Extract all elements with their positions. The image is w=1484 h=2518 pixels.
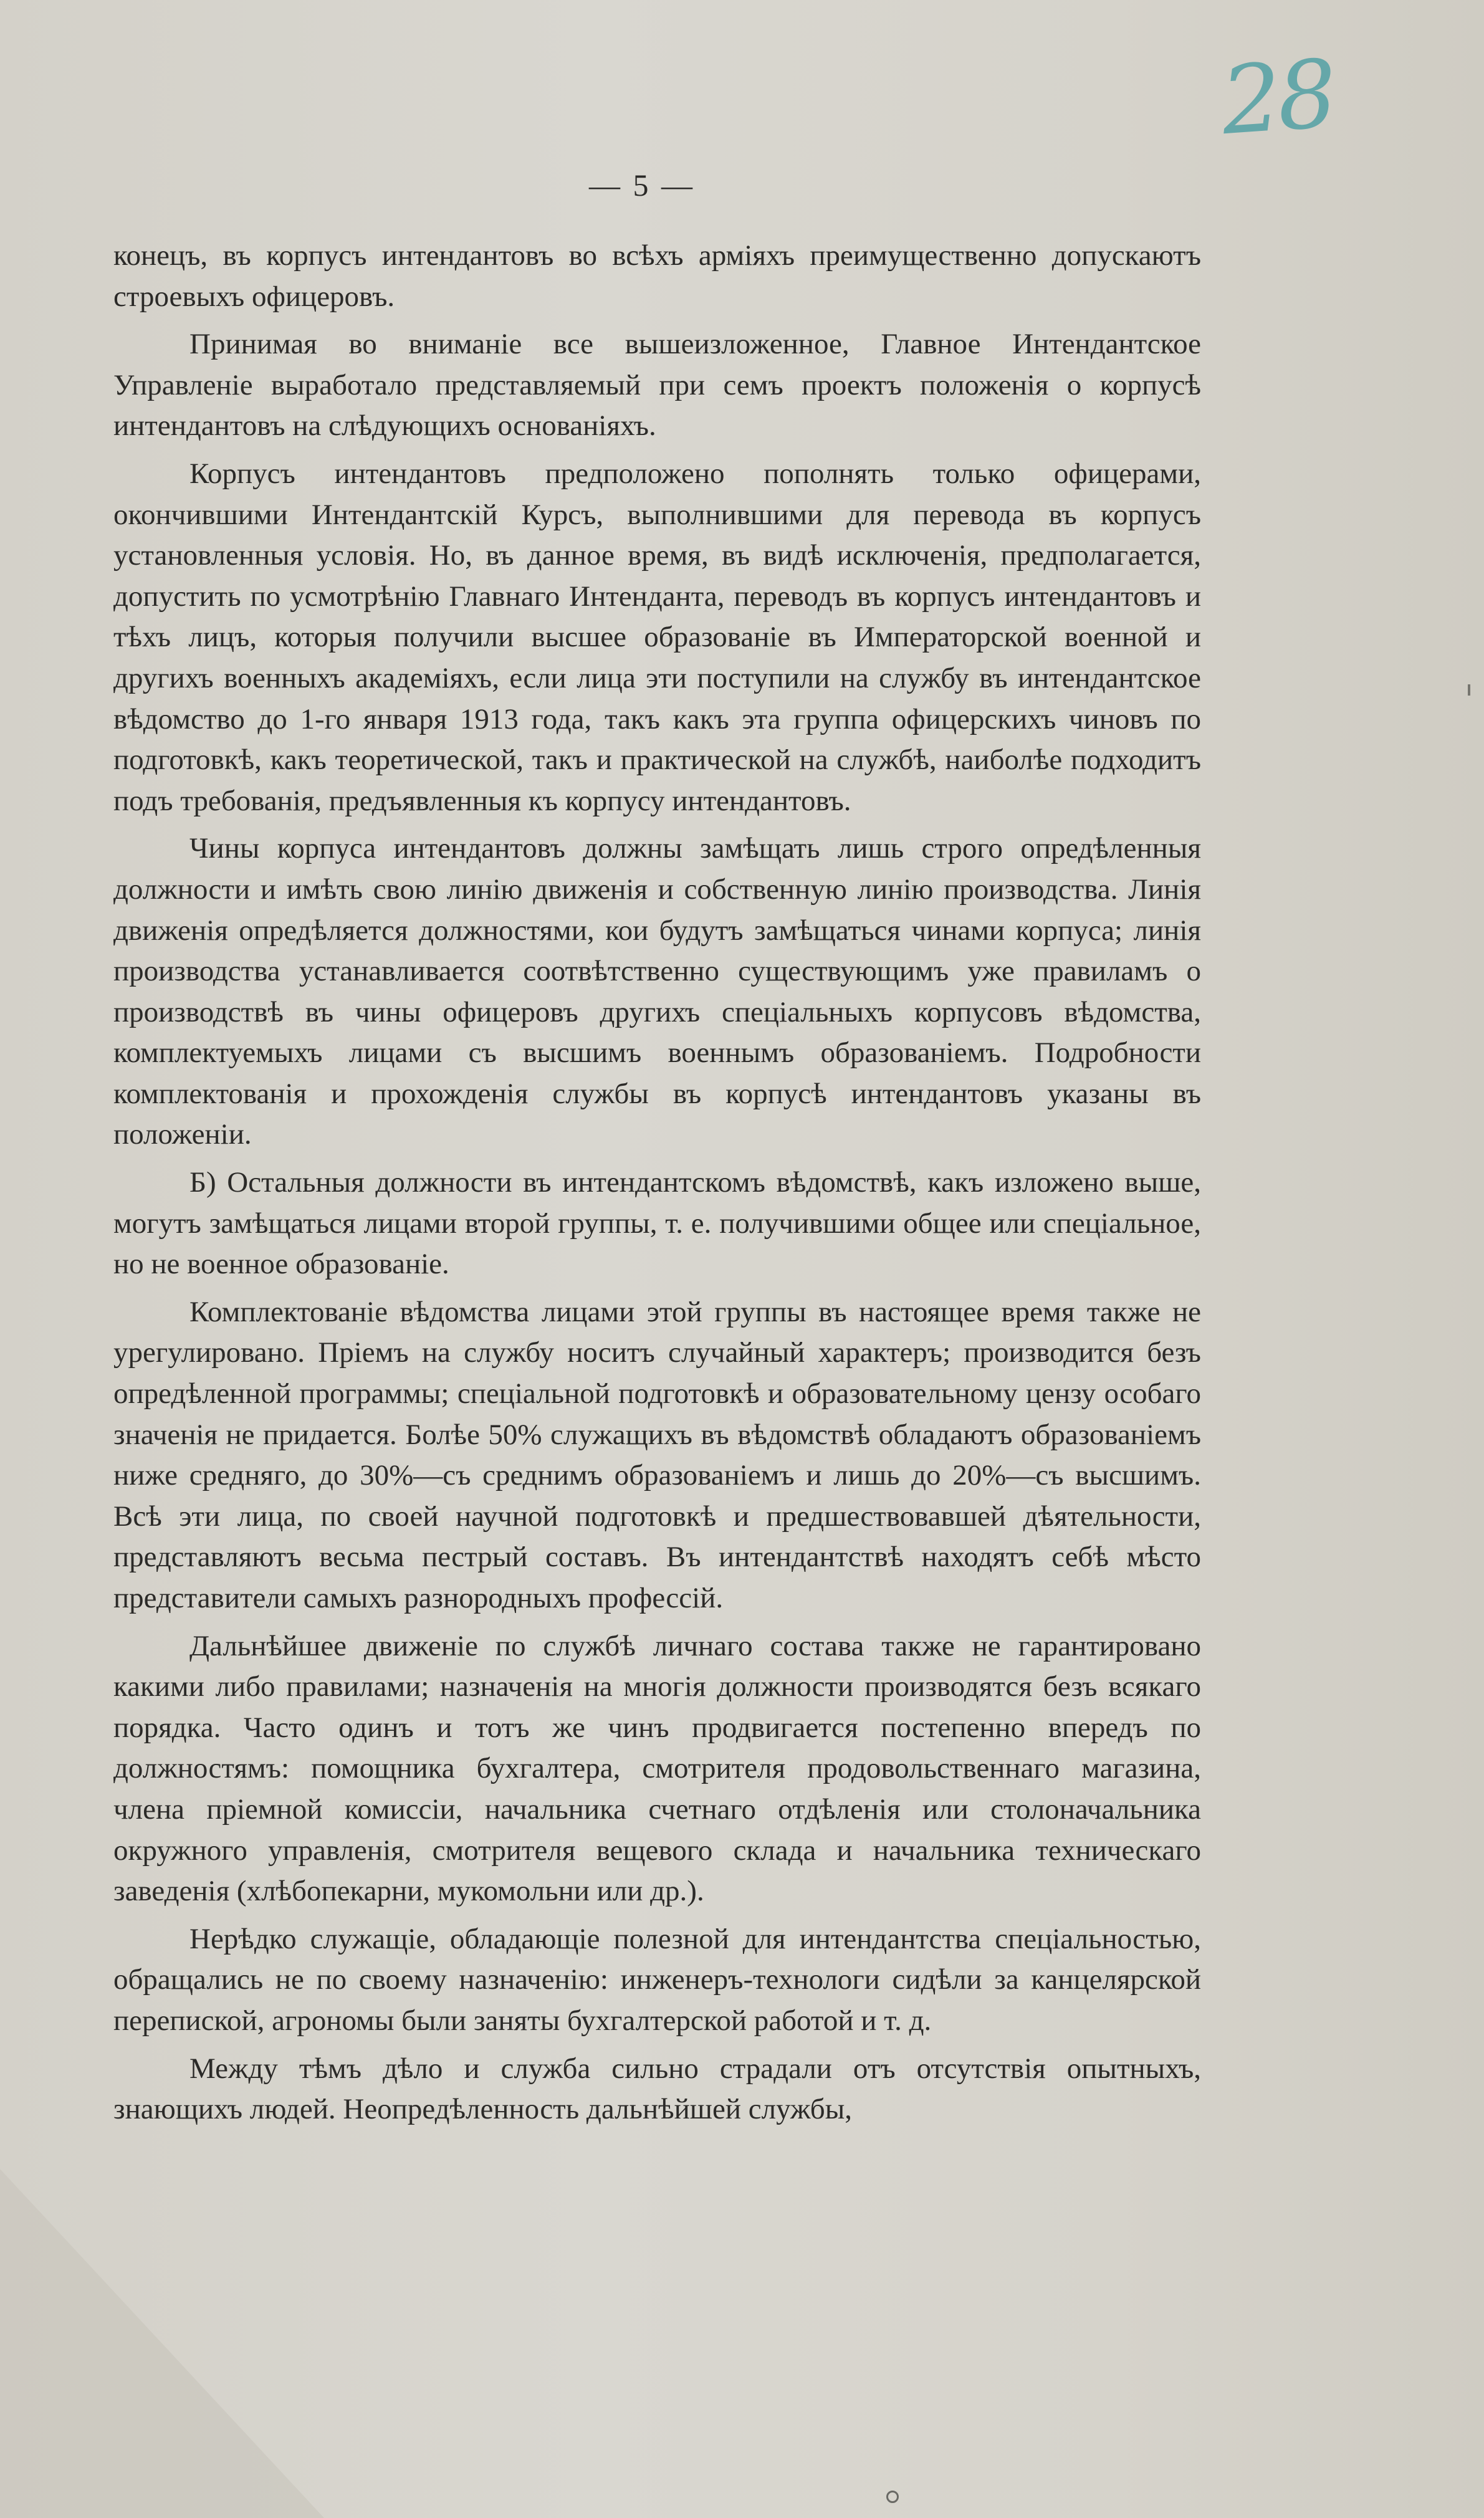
edge-mark — [1468, 684, 1470, 696]
paragraph: Между тѣмъ дѣло и служба сильно страдали отъ отсутствія опытныхъ, знающихъ людей. Неопредѣленность дальнѣйшей службы, — [113, 2052, 1201, 2126]
paragraph: Принимая во вниманіе все вышеизложенное, Главное Интендантское Управленіе выработало представляемый при семъ проектъ положенія о корпусѣ интендантовъ на слѣдующихъ основаніяхъ. — [113, 328, 1201, 443]
paper-speck — [886, 2491, 899, 2503]
paragraph: Нерѣдко служащіе, обладающіе полезной для интендантства спеціальностью, обращались не по своему назначенію: инженеръ-технологи сидѣли за канцелярской перепиской, агрономы были заняты бухгалтерской работой и т. д. — [113, 1922, 1201, 2037]
paragraph: Чины корпуса интендантовъ должны замѣщать лишь строго опредѣленныя должности и имѣть свою линію движенія и собственную линію производства. Линія движенія опредѣляется должностями, кои будутъ замѣщаться чинами корпуса; линія производства устанавливается соотвѣтственно существующимъ уже правиламъ о производствѣ въ чины офицеровъ другихъ спеціальныхъ корпусовъ вѣдомства, комплектуемыхъ лицами съ высшимъ военнымъ образованіемъ. Подробности комплектованія и прохожденія службы въ корпусѣ интендантовъ указаны въ положеніи. — [113, 832, 1201, 1151]
paragraph: Корпусъ интендантовъ предположено пополнять только офицерами, окончившими Интендантскій Курсъ, выполнившими для перевода въ корпусъ установленныя условія. Но, въ данное время, въ видѣ исключенія, предполагается, допустить по усмотрѣнію Главнаго Интенданта, переводъ въ корпусъ интендантовъ и тѣхъ лицъ, которыя получили высшее образованіе въ Императорской военной и другихъ военныхъ академіяхъ, если лица эти поступили на службу въ интендантское вѣдомство до 1-го января 1913 года, такъ какъ эта группа офицерскихъ чиновъ по подготовкѣ, какъ теоретической, такъ и практической на службѣ, наиболѣе подходитъ подъ требованія, предъявленныя къ корпусу интендантовъ. — [113, 457, 1201, 817]
paragraph: Б) Остальныя должности въ интендантскомъ вѣдомствѣ, какъ изложено выше, могутъ замѣщаться лицами второй группы, т. е. получившими общее или спеціальное, но не военное образованіе. — [113, 1166, 1201, 1281]
page-number: — 5 — — [589, 168, 695, 203]
page-fold-shadow — [0, 2169, 324, 2518]
document-body — [113, 236, 1201, 2137]
paragraph: Дальнѣйшее движеніе по службѣ личнаго состава также не гарантировано какими либо правилами; назначенія на многія должности производятся безъ всякаго порядка. Часто одинъ и тотъ же чинъ продвигается постепенно впередъ по должностямъ: помощника бухгалтера, смотрителя продовольственнаго магазина, члена пріемной комиссіи, начальника счетнаго отдѣленія или столоначальника окружного управленія, смотрителя вещевого склада и начальника техническаго заведенія (хлѣбопекарни, мукомольни или др.). — [113, 1629, 1201, 1908]
paragraph: Комплектованіе вѣдомства лицами этой группы въ настоящее время также не урегулировано. Пріемъ на службу носитъ случайный характеръ; производится безъ опредѣленной программы; спеціальной подготовкѣ и образовательному цензу особаго значенія не придается. Болѣе 50% служащихъ въ вѣдомствѣ обладаютъ образованіемъ ниже средняго, до 30%—съ среднимъ образованіемъ и лишь до 20%—съ высшимъ. Всѣ эти лица, по своей научной подготовкѣ и предшествовавшей дѣятельности, представляютъ весьма пестрый составъ. Въ интендантствѣ находятъ себѣ мѣсто представители самыхъ разнородныхъ профессій. — [113, 1295, 1201, 1614]
paragraph: конецъ, въ корпусъ интендантовъ во всѣхъ арміяхъ преимущественно допускаютъ строевыхъ офицеровъ. — [113, 239, 1201, 313]
archive-folio-number: 28 — [1218, 40, 1337, 156]
